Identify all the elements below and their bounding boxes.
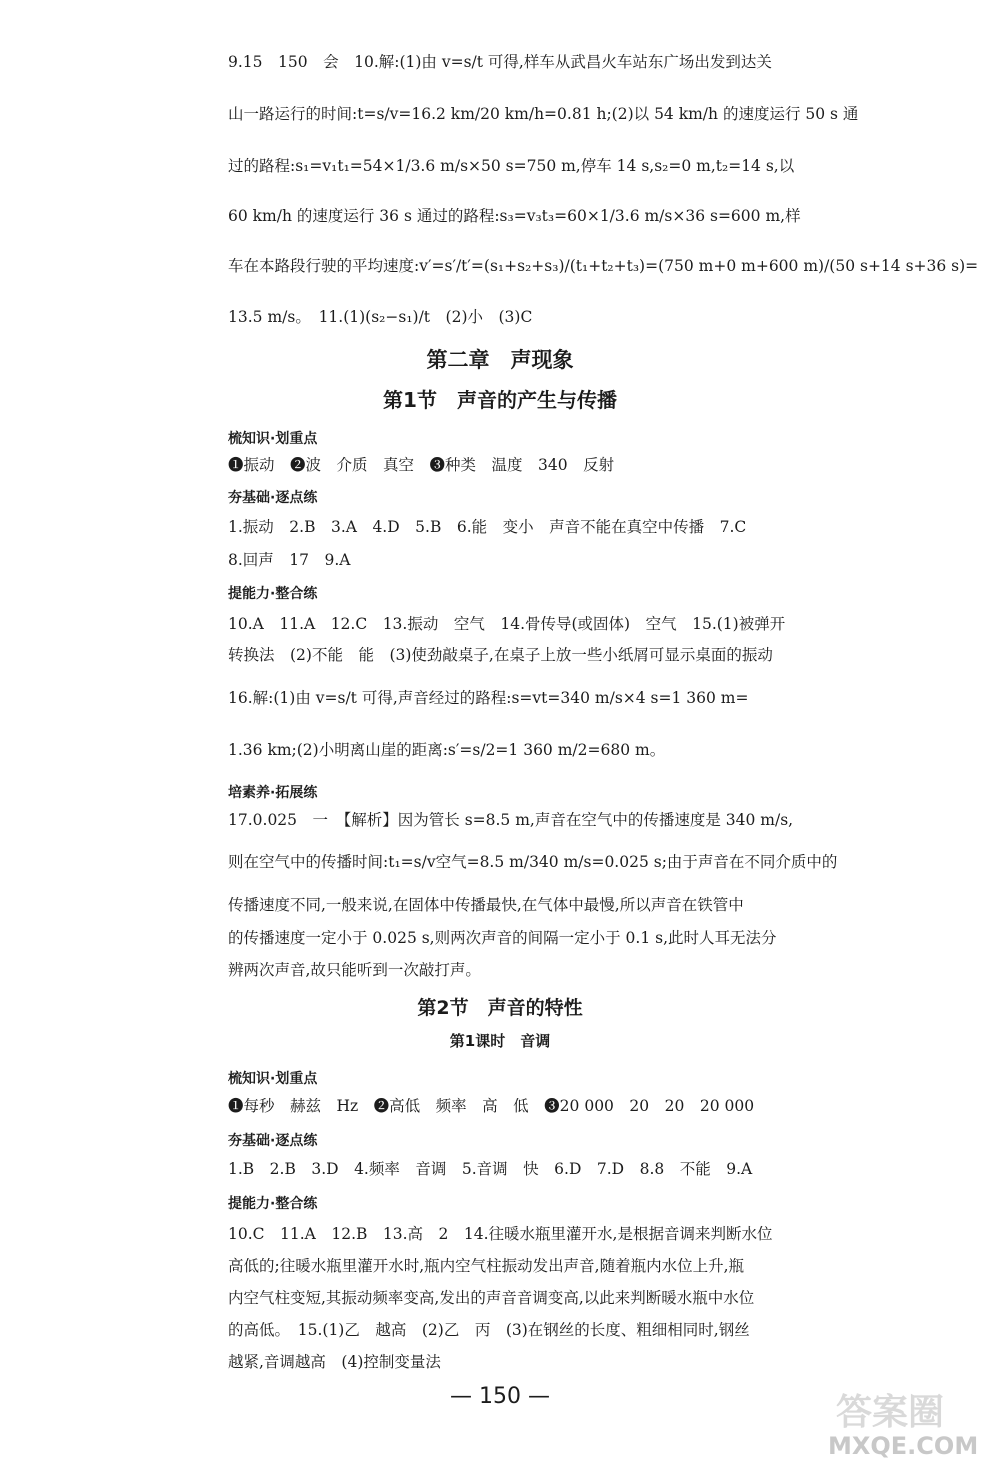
prev-line-6: 13.5 m/s。 11.(1)(s₂−s₁)/t (2)小 (3)C <box>228 308 533 326</box>
s2-heading-basic: 夯基础·逐点练 <box>228 1133 318 1149</box>
s1-heading-knowledge: 梳知识·划重点 <box>228 431 318 447</box>
s2-ability-line-3: 内空气柱变短,其振动频率变高,发出的声音音调变高,以此来判断暖水瓶中水位 <box>228 1289 755 1307</box>
s1-heading-basic: 夯基础·逐点练 <box>228 490 318 506</box>
prev-line-1: 9.15 150 会 10.解:(1)由 v=s/t 可得,样车从武昌火车站东广场出发到达关 <box>228 53 772 71</box>
s2-ability-line-4: 的高低。 15.(1)乙 越高 (2)乙 丙 (3)在钢丝的长度、粗细相同时,钢丝 <box>228 1321 750 1339</box>
s1-knowledge: ❶振动 ❷波 介质 真空 ❸种类 温度 340 反射 <box>228 456 615 474</box>
s1-extend-line-2: 则在空气中的传播时间:t₁=s/v空气=8.5 m/340 m/s=0.025 s;由于声音在不同介质中的 <box>228 853 838 871</box>
prev-line-2: 山一路运行的时间:t=s/v=16.2 km/20 km/h=0.81 h;(2)以 54 km/h 的速度运行 50 s 通 <box>228 105 859 123</box>
s2-ability-line-2: 高低的;往暖水瓶里灌开水时,瓶内空气柱振动发出声音,随着瓶内水位上升,瓶 <box>228 1257 745 1275</box>
prev-line-4: 60 km/h 的速度运行 36 s 通过的路程:s₃=v₃t₃=60×1/3.6 m/s×36 s=600 m,样 <box>228 207 801 225</box>
s1-extend-line-4: 的传播速度一定小于 0.025 s,则两次声音的间隔一定小于 0.1 s,此时人耳无法分 <box>228 929 777 947</box>
s1-heading-extend: 培素养·拓展练 <box>228 785 318 801</box>
watermark-logo: 答案圈 <box>836 1392 945 1433</box>
s2-heading-knowledge: 梳知识·划重点 <box>228 1071 318 1087</box>
lesson-subtitle: 第1课时 音调 <box>449 1032 551 1050</box>
s2-knowledge: ❶每秒 赫兹 Hz ❷高低 频率 高 低 ❸20 000 20 20 20 000 <box>228 1097 755 1115</box>
s1-extend-line-1: 17.0.025 一 【解析】因为管长 s=8.5 m,声音在空气中的传播速度是 340 m/s, <box>228 811 794 829</box>
s1-ability-line-2: 转换法 (2)不能 能 (3)使劲敲桌子,在桌子上放一些小纸屑可显示桌面的振动 <box>228 646 773 664</box>
watermark-url: MXQE.COM <box>828 1432 979 1460</box>
prev-line-3: 过的路程:s₁=v₁t₁=54×1/3.6 m/s×50 s=750 m,停车 14 s,s₂=0 m,t₂=14 s,以 <box>228 157 795 175</box>
s1-extend-line-3: 传播速度不同,一般来说,在固体中传播最快,在气体中最慢,所以声音在铁管中 <box>228 896 744 914</box>
s1-heading-ability: 提能力·整合练 <box>228 586 318 602</box>
section-1-title: 第1节 声音的产生与传播 <box>383 388 617 412</box>
page-number: — 150 — <box>450 1384 550 1409</box>
chapter-title: 第二章 声现象 <box>426 348 574 372</box>
s2-ability-line-5: 越紧,音调越高 (4)控制变量法 <box>228 1353 441 1371</box>
s1-ability-line-1: 10.A 11.A 12.C 13.振动 空气 14.骨传导(或固体) 空气 15.(1)被弹开 <box>228 615 786 633</box>
prev-line-5: 车在本路段行驶的平均速度:v′=s′/t′=(s₁+s₂+s₃)/(t₁+t₂+t₃)=(750 m+0 m+600 m)/(50 s+14 s+36 s)= <box>228 257 979 275</box>
s2-ability-line-1: 10.C 11.A 12.B 13.高 2 14.往暖水瓶里灌开水,是根据音调来判断水位 <box>228 1225 773 1243</box>
s1-basic-line-1: 1.振动 2.B 3.A 4.D 5.B 6.能 变小 声音不能在真空中传播 7.C <box>228 518 747 536</box>
s1-basic-line-2: 8.回声 17 9.A <box>228 551 351 569</box>
s1-ability-line-4: 1.36 km;(2)小明离山崖的距离:s′=s/2=1 360 m/2=680 m。 <box>228 741 666 759</box>
s2-heading-ability: 提能力·整合练 <box>228 1196 318 1212</box>
s1-ability-line-3: 16.解:(1)由 v=s/t 可得,声音经过的路程:s=vt=340 m/s×4 s=1 360 m= <box>228 689 749 707</box>
s1-extend-line-5: 辨两次声音,故只能听到一次敲打声。 <box>228 961 481 979</box>
s2-basic-line-1: 1.B 2.B 3.D 4.频率 音调 5.音调 快 6.D 7.D 8.8 不能 9.A <box>228 1160 753 1178</box>
section-2-title: 第2节 声音的特性 <box>417 997 583 1019</box>
